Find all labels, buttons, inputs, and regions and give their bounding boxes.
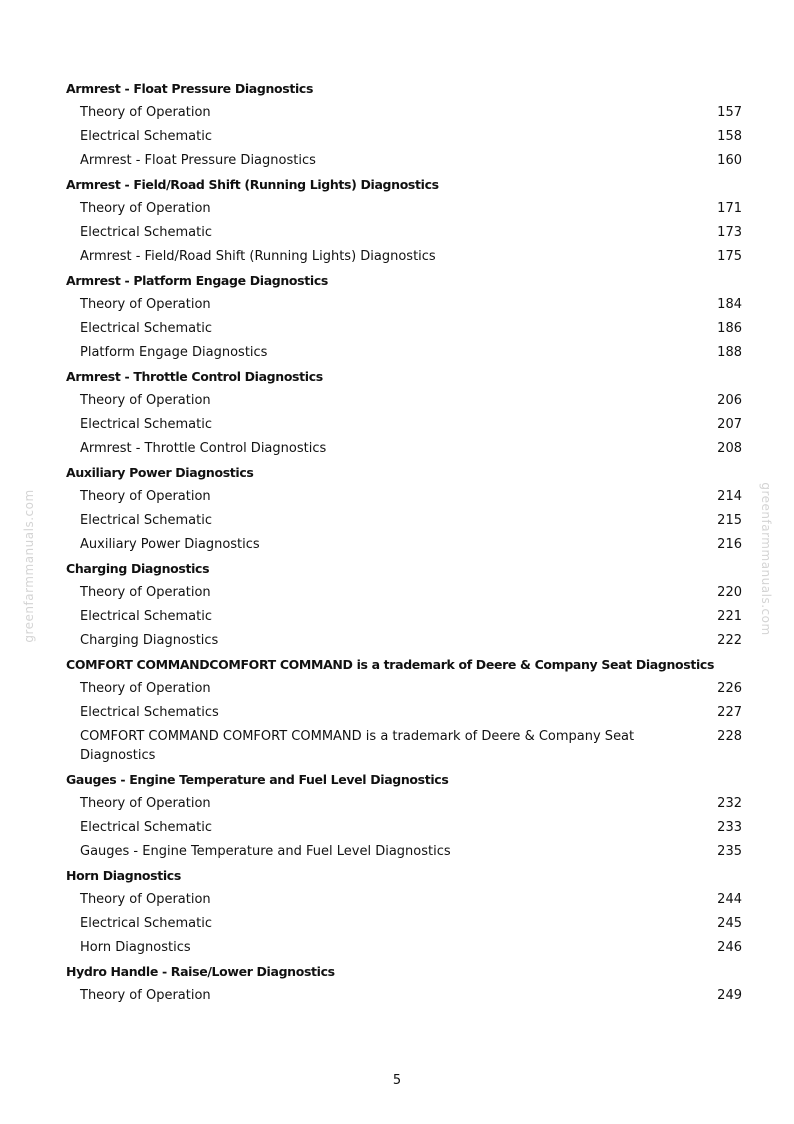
watermark-right: greenfarmmanuals.com — [759, 482, 773, 636]
toc-entry[interactable] — [66, 533, 742, 557]
toc-entry[interactable] — [66, 413, 742, 437]
toc-entry-label: Theory of Operation — [80, 988, 211, 1003]
toc-entry-label: Horn Diagnostics — [80, 940, 191, 955]
toc-entry[interactable] — [66, 317, 742, 341]
toc-entry-page-number: 184 — [717, 297, 742, 312]
toc-entry-page-number: 215 — [717, 513, 742, 528]
toc-entry-label: Theory of Operation — [80, 796, 211, 811]
toc-entry-page-number: 249 — [717, 988, 742, 1003]
toc-entry-label: Electrical Schematic — [80, 417, 213, 432]
toc-entry[interactable] — [66, 197, 742, 221]
toc-entry-page-number: 214 — [717, 489, 742, 504]
toc-entry-label: Electrical Schematic — [80, 225, 213, 240]
toc-section-heading[interactable]: COMFORT COMMANDCOMFORT COMMAND is a trademark of Deere & Company Seat Diagnostics — [66, 657, 715, 672]
toc-entry-label: Theory of Operation — [80, 892, 211, 907]
toc-entry-page-number: 206 — [717, 393, 742, 408]
toc-entry-page-number: 246 — [717, 940, 742, 955]
toc-section-heading[interactable]: Armrest - Throttle Control Diagnostics — [66, 369, 323, 384]
toc-entry-page-number: 160 — [717, 153, 742, 168]
toc-entry-label: COMFORT COMMAND COMFORT COMMAND is a trademark of Deere & Company Seat Diagnostics — [80, 729, 635, 763]
toc-entry-page-number: 216 — [717, 537, 742, 552]
toc-entry[interactable] — [66, 936, 742, 960]
toc-entry-label: Platform Engage Diagnostics — [80, 345, 268, 360]
toc-section-heading[interactable]: Hydro Handle - Raise/Lower Diagnostics — [66, 964, 335, 979]
toc-entry[interactable] — [66, 293, 742, 317]
toc-section-heading[interactable]: Armrest - Field/Road Shift (Running Lights) Diagnostics — [66, 177, 439, 192]
toc-section-heading[interactable]: Auxiliary Power Diagnostics — [66, 465, 254, 480]
toc-entry-label: Electrical Schematics — [80, 705, 219, 720]
toc-entry[interactable] — [66, 389, 742, 413]
toc-entry-label: Theory of Operation — [80, 201, 211, 216]
toc-entry-page-number: 173 — [717, 225, 742, 240]
toc-entry-label: Theory of Operation — [80, 585, 211, 600]
toc-entry-label: Electrical Schematic — [80, 513, 213, 528]
toc-entry-page-number: 188 — [717, 345, 742, 360]
toc-section-heading[interactable]: Horn Diagnostics — [66, 868, 181, 883]
toc-entry[interactable] — [66, 701, 742, 725]
toc-entry-page-number: 208 — [717, 441, 742, 456]
toc-entry-page-number: 207 — [717, 417, 742, 432]
toc-entry[interactable] — [66, 912, 742, 936]
toc-entry-label: Armrest - Float Pressure Diagnostics — [80, 153, 316, 168]
toc-entry-page-number: 222 — [717, 633, 742, 648]
toc-section-heading[interactable]: Armrest - Platform Engage Diagnostics — [66, 273, 328, 288]
page-number: 5 — [392, 1073, 402, 1088]
toc-entry-label: Armrest - Field/Road Shift (Running Lights) Diagnostics — [80, 249, 436, 264]
table-of-contents — [66, 77, 742, 1008]
toc-entry-page-number: 227 — [717, 705, 742, 720]
toc-entry[interactable] — [66, 101, 742, 125]
toc-entry-label: Electrical Schematic — [80, 916, 213, 931]
toc-entry-label: Theory of Operation — [80, 105, 211, 120]
toc-entry-page-number: 186 — [717, 321, 742, 336]
toc-entry[interactable] — [66, 437, 742, 461]
toc-entry-page-number: 158 — [717, 129, 742, 144]
toc-entry-label: Theory of Operation — [80, 489, 211, 504]
toc-entry-label: Theory of Operation — [80, 297, 211, 312]
toc-entry[interactable] — [66, 677, 742, 701]
toc-entry[interactable] — [66, 221, 742, 245]
toc-entry-page-number: 232 — [717, 796, 742, 811]
toc-entry-label: Electrical Schematic — [80, 820, 213, 835]
toc-entry-page-number: 245 — [717, 916, 742, 931]
toc-entry-label: Theory of Operation — [80, 681, 211, 696]
toc-entry[interactable] — [66, 629, 742, 653]
toc-entry[interactable] — [66, 485, 742, 509]
toc-entry[interactable] — [66, 888, 742, 912]
toc-section-heading[interactable]: Charging Diagnostics — [66, 561, 210, 576]
toc-entry[interactable] — [66, 840, 742, 864]
toc-entry-page-number: 244 — [717, 892, 742, 907]
toc-section-heading[interactable]: Armrest - Float Pressure Diagnostics — [66, 81, 314, 96]
toc-entry-label: Gauges - Engine Temperature and Fuel Level Diagnostics — [80, 844, 451, 859]
toc-entry[interactable] — [66, 581, 742, 605]
toc-entry-label: Electrical Schematic — [80, 609, 213, 624]
toc-entry-page-number: 228 — [717, 729, 742, 744]
toc-entry[interactable] — [66, 245, 742, 269]
toc-entry-page-number: 171 — [717, 201, 742, 216]
toc-entry-label: Charging Diagnostics — [80, 633, 219, 648]
toc-entry-label: Armrest - Throttle Control Diagnostics — [80, 441, 327, 456]
toc-entry[interactable] — [66, 341, 742, 365]
toc-entry-label: Electrical Schematic — [80, 321, 213, 336]
toc-entry[interactable] — [66, 816, 742, 840]
toc-entry[interactable] — [66, 725, 742, 768]
toc-entry-page-number: 175 — [717, 249, 742, 264]
toc-entry-page-number: 157 — [717, 105, 742, 120]
toc-entry-label: Theory of Operation — [80, 393, 211, 408]
toc-entry[interactable] — [66, 984, 742, 1008]
toc-section-heading[interactable]: Gauges - Engine Temperature and Fuel Level Diagnostics — [66, 772, 449, 787]
toc-entry[interactable] — [66, 605, 742, 629]
toc-entry-page-number: 233 — [717, 820, 742, 835]
toc-entry-page-number: 221 — [717, 609, 742, 624]
toc-entry-label: Auxiliary Power Diagnostics — [80, 537, 260, 552]
toc-entry[interactable] — [66, 125, 742, 149]
toc-entry-page-number: 226 — [717, 681, 742, 696]
toc-entry[interactable] — [66, 509, 742, 533]
toc-entry[interactable] — [66, 149, 742, 173]
toc-entry-page-number: 235 — [717, 844, 742, 859]
toc-entry-label: Electrical Schematic — [80, 129, 213, 144]
watermark-left: greenfarmmanuals.com — [22, 489, 36, 643]
toc-entry-page-number: 220 — [717, 585, 742, 600]
toc-entry[interactable] — [66, 792, 742, 816]
